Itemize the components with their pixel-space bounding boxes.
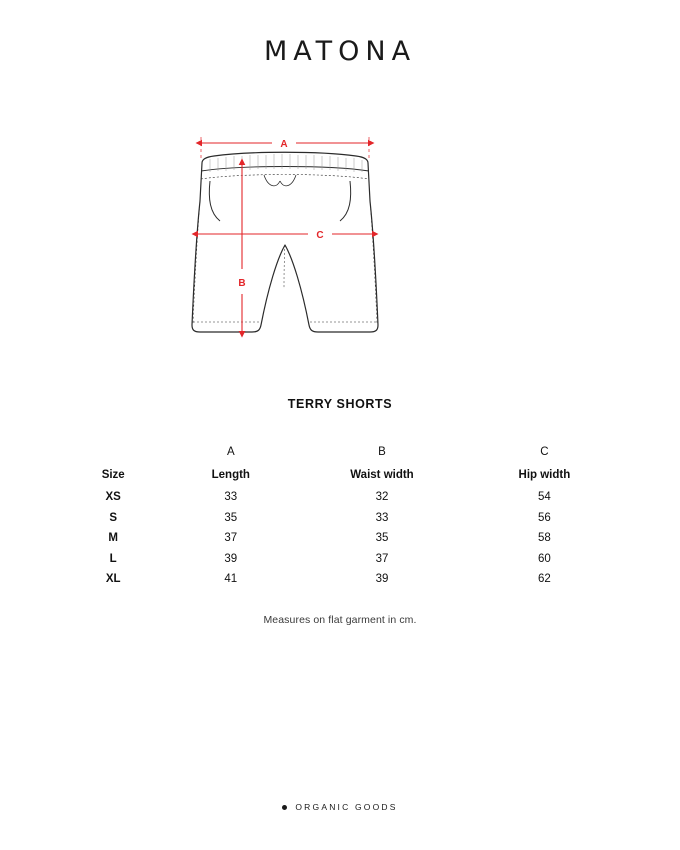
- shorts-technical-drawing: [180, 129, 500, 369]
- cell-length: 39: [224, 552, 238, 565]
- cell-waist: 32: [375, 491, 389, 504]
- brand-title: MATONA: [263, 36, 417, 67]
- cell-length: 35: [224, 511, 238, 524]
- table-header-row: [60, 463, 620, 487]
- table-row: [60, 508, 620, 529]
- cell-hip: 62: [537, 573, 551, 586]
- diagram-label-b: B: [238, 278, 246, 289]
- cell-size: L: [109, 552, 117, 565]
- cell-length: 33: [224, 491, 238, 504]
- diagram-label-c: C: [316, 230, 324, 241]
- table-row: [60, 528, 620, 549]
- table-letters-row: [60, 441, 620, 463]
- cell-waist: 39: [375, 573, 389, 586]
- cell-hip: 58: [537, 532, 551, 545]
- cell-size: S: [109, 511, 118, 524]
- table-row: [60, 549, 620, 570]
- cell-waist: 33: [375, 511, 389, 524]
- cell-waist: 35: [375, 532, 389, 545]
- bullet-dot-icon: [282, 805, 287, 810]
- header-size: Size: [101, 469, 125, 481]
- letter-cell-blank: [60, 441, 166, 463]
- header-waist-width: Waist width: [350, 469, 414, 481]
- cell-length: 41: [224, 573, 238, 586]
- footer: [0, 802, 680, 812]
- size-table-wrapper: [60, 441, 620, 590]
- product-title: TERRY SHORTS: [287, 397, 393, 411]
- garment-diagram: [0, 129, 680, 369]
- header-length: Length: [211, 469, 250, 481]
- table-row: [60, 569, 620, 590]
- diagram-label-a: A: [280, 139, 288, 150]
- cell-hip: 54: [537, 491, 551, 504]
- header-hip-width: Hip width: [518, 469, 571, 481]
- letter-cell-c: C: [540, 446, 549, 458]
- cell-waist: 37: [375, 552, 389, 565]
- letter-cell-a: A: [226, 446, 235, 458]
- table-row: [60, 487, 620, 508]
- letter-cell-b: B: [378, 446, 386, 458]
- footer-text: ORGANIC GOODS: [295, 802, 398, 812]
- size-table: [60, 441, 620, 590]
- cell-hip: 60: [537, 552, 551, 565]
- cell-size: M: [108, 532, 118, 545]
- cell-size: XS: [105, 491, 121, 504]
- measures-note: Measures on flat garment in cm.: [263, 613, 417, 626]
- cell-hip: 56: [537, 511, 551, 524]
- cell-size: XL: [105, 573, 121, 586]
- cell-length: 37: [224, 532, 238, 545]
